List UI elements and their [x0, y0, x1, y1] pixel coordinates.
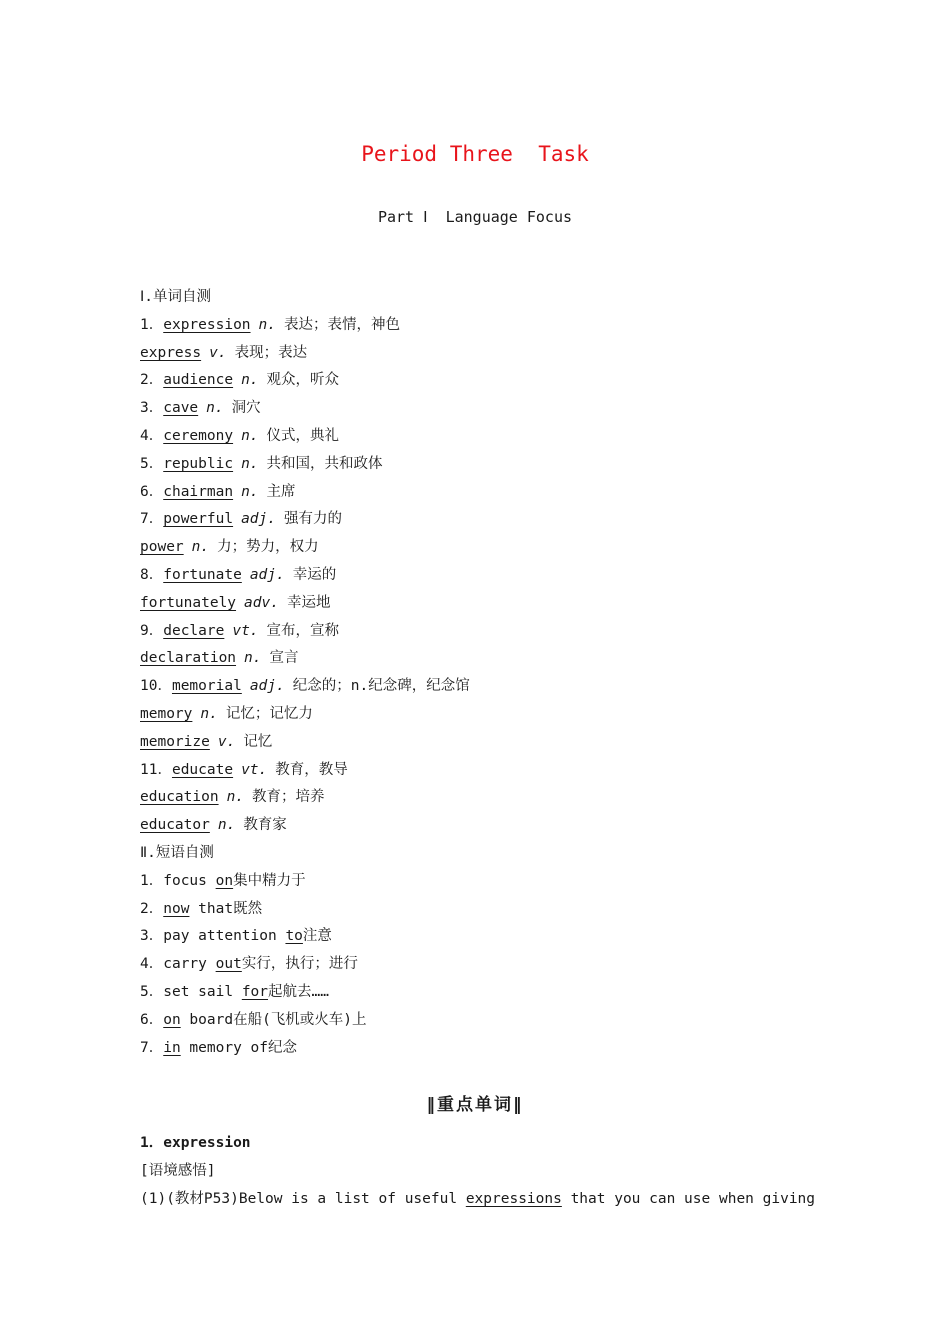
part-of-speech: n.: [241, 483, 259, 500]
word-item: [140, 645, 830, 673]
phrase-number: 5．: [140, 983, 164, 1000]
word-item: [140, 423, 830, 451]
part-of-speech: adj.: [241, 511, 276, 528]
phrase-number: 1．: [140, 872, 164, 889]
word-answer: ceremony: [163, 427, 234, 444]
example-sentence: [140, 1186, 830, 1214]
key-words-banner: ‖重点单词‖: [426, 1095, 524, 1115]
word-meaning: 记忆: [243, 733, 273, 750]
word-answer: expression: [163, 316, 251, 333]
phrase-answer: for: [241, 983, 269, 1000]
word-item: [140, 340, 830, 368]
word-meaning: 幸运地: [286, 594, 331, 611]
phrase-after: memory of纪念: [180, 1039, 298, 1056]
phrase-item: [140, 1007, 830, 1035]
word-answer: express: [140, 344, 202, 361]
word-answer: memorize: [140, 733, 210, 750]
word-item: [140, 534, 830, 562]
part-of-speech: n.: [200, 705, 218, 722]
word-meaning: 宣布，宣称: [266, 622, 340, 639]
phrase-number: 6．: [140, 1011, 164, 1028]
word-item: [140, 701, 830, 729]
part-of-speech: n.: [241, 455, 259, 472]
phrase-answer: in: [163, 1039, 181, 1056]
phrase-after: 实行，执行；进行: [241, 956, 358, 973]
word-number: 9．: [140, 622, 164, 639]
key-word-heading: 1．expression: [140, 1135, 251, 1151]
phrase-item: [140, 868, 830, 896]
context-label: [语境感悟]: [140, 1162, 216, 1179]
word-number: 3．: [140, 400, 164, 417]
phrase-after: 集中精力于: [233, 872, 306, 889]
word-item: [140, 757, 830, 785]
part-of-speech: adj.: [249, 566, 285, 583]
phrase-item: [140, 1035, 830, 1063]
phrase-answer: on: [215, 872, 234, 889]
example-before: (1)(教材P53)Below is a list of useful: [140, 1190, 466, 1207]
phrase-list: [140, 868, 830, 1063]
part-of-speech: n.: [241, 372, 259, 389]
word-meaning: 主席: [266, 483, 296, 500]
word-number: 11．: [140, 761, 172, 778]
word-item: [140, 673, 830, 701]
word-number: 4．: [140, 427, 164, 444]
word-answer: audience: [163, 372, 234, 389]
phrase-before: pay attention: [163, 928, 286, 945]
phrase-item: [140, 951, 830, 979]
word-meaning: 教育，教导: [275, 761, 348, 778]
word-number: 5．: [140, 455, 164, 472]
word-item: [140, 590, 830, 618]
word-item: [140, 451, 830, 479]
vocab-section: [140, 284, 830, 1062]
phrase-number: 4．: [140, 956, 164, 973]
phrase-answer: to: [285, 928, 303, 945]
word-item: [140, 812, 830, 840]
word-answer: educate: [171, 761, 234, 778]
phrase-before: focus: [163, 872, 216, 889]
word-number: 6．: [140, 483, 164, 500]
phrase-answer: now: [163, 900, 190, 917]
part-of-speech: n.: [244, 650, 262, 667]
word-answer: declaration: [140, 650, 237, 667]
word-meaning: 教育家: [243, 817, 287, 834]
part-of-speech: n.: [206, 400, 224, 417]
word-meaning: 强有力的: [284, 511, 342, 528]
word-item: [140, 312, 830, 340]
word-number: 2．: [140, 372, 164, 389]
word-meaning: 力；势力，权力: [217, 539, 319, 556]
phrase-before: set sail: [163, 983, 242, 1000]
word-meaning: 表现；表达: [234, 344, 308, 361]
phrase-answer: on: [163, 1011, 181, 1028]
word-meaning: 仪式，典礼: [266, 427, 340, 444]
part-of-speech: adv.: [244, 594, 279, 611]
word-meaning: 共和国，共和政体: [266, 455, 383, 472]
word-answer: memorial: [171, 678, 242, 695]
part-heading: Part Ⅰ Language Focus: [377, 208, 573, 226]
word-item: [140, 367, 830, 395]
word-meaning: 记忆；记忆力: [225, 705, 313, 722]
phrase-answer: out: [215, 956, 242, 973]
word-meaning: 教育；培养: [252, 789, 325, 806]
example-word: expressions: [465, 1190, 562, 1207]
word-item: [140, 506, 830, 534]
part-of-speech: n.: [217, 817, 236, 834]
word-answer: education: [140, 789, 219, 806]
part-of-speech: n.: [191, 539, 210, 556]
phrase-item: [140, 923, 830, 951]
part-of-speech: adj.: [249, 678, 285, 695]
phrase-before: carry: [163, 956, 216, 973]
phrase-number: 2．: [140, 900, 164, 917]
part-of-speech: n.: [226, 789, 245, 806]
word-meaning: 表达；表情，神色: [284, 316, 401, 333]
word-number: 8．: [140, 566, 164, 583]
word-answer: power: [140, 539, 184, 556]
word-item: [140, 479, 830, 507]
word-item: [140, 729, 830, 757]
word-number: 10．: [140, 678, 172, 695]
word-item: [140, 784, 830, 812]
part-of-speech: vt.: [241, 761, 268, 778]
word-answer: chairman: [163, 483, 234, 500]
word-meaning: 纪念的；n.纪念碑，纪念馆: [292, 678, 470, 695]
word-answer: cave: [163, 400, 199, 417]
phrase-after: 起航去……: [268, 983, 329, 1000]
word-item: [140, 562, 830, 590]
word-answer: memory: [140, 705, 193, 722]
word-meaning: 洞穴: [231, 400, 261, 417]
word-meaning: 观众，听众: [266, 372, 340, 389]
phrase-number: 7．: [140, 1039, 164, 1056]
phrase-after: 注意: [302, 928, 332, 945]
phrase-after: that既然: [189, 900, 263, 917]
part-of-speech: vt.: [232, 622, 259, 639]
part-of-speech: v.: [209, 344, 227, 361]
word-answer: educator: [140, 817, 210, 834]
word-answer: fortunate: [163, 566, 242, 583]
word-answer: powerful: [163, 511, 234, 528]
phrase-number: 3．: [140, 928, 164, 945]
word-item: [140, 395, 830, 423]
example-after: that you can use when giving: [561, 1190, 816, 1207]
page-title: Period Three Task: [361, 142, 589, 166]
word-answer: declare: [163, 622, 225, 639]
word-answer: republic: [163, 455, 234, 472]
phrase-item: [140, 979, 830, 1007]
word-number: 7．: [140, 511, 164, 528]
word-meaning: 宣言: [269, 650, 299, 667]
word-item: [140, 618, 830, 646]
section-heading-words: Ⅰ.单词自测: [140, 289, 212, 305]
word-number: 1．: [140, 316, 164, 333]
phrase-after: board在船(飞机或火车)上: [180, 1011, 367, 1028]
word-meaning: 幸运的: [292, 566, 337, 583]
part-of-speech: v.: [217, 733, 236, 750]
part-of-speech: n.: [258, 316, 277, 333]
word-answer: fortunately: [140, 594, 237, 611]
word-list: [140, 312, 830, 840]
key-word-section: [140, 1130, 830, 1213]
part-of-speech: n.: [241, 427, 259, 444]
phrase-item: [140, 896, 830, 924]
section-heading-phrases: Ⅱ.短语自测: [140, 844, 214, 861]
